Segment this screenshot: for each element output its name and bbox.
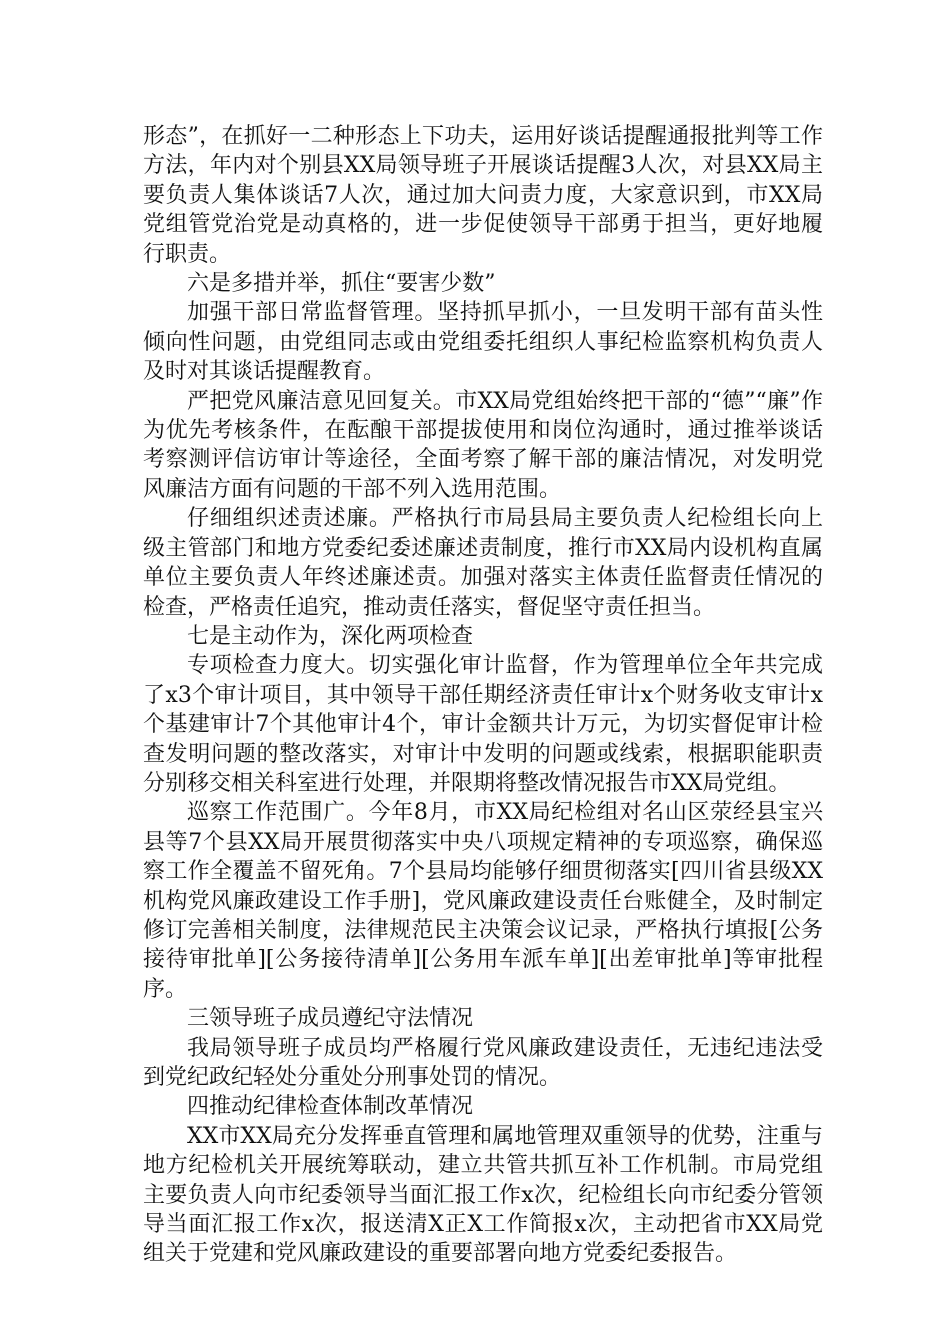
paragraph-duty-report: 仔细组织述责述廉。严格执行市局县局主要负责人纪检组长向上级主管部门和地方党委纪委述廉述责制度，推行市XX局内设机构直属单位主要负责人年终述廉述责。加强对落实主体责任监督责任情况的检查，严格责任追究，推动责任落实，督促坚守责任担当。 bbox=[143, 506, 823, 620]
heading-six-measures: 六是多措并举，抓住“要害少数” bbox=[187, 271, 496, 297]
heading-four-reform: 四推动纪律检查体制改革情况 bbox=[187, 1094, 474, 1120]
paragraph-leadership-compliance: 我局领导班子成员均严格履行党风廉政建设责任，无违纪违法受到党纪政纪轻处分重处分刑事处罚的情况。 bbox=[143, 1035, 823, 1090]
paragraph-daily-supervision: 加强干部日常监督管理。坚持抓早抓小，一旦发明干部有苗头性倾向性问题，由党组同志或由党组委托组织人事纪检监察机构负责人及时对其谈话提醒教育。 bbox=[143, 300, 823, 385]
paragraph-patrol-work: 巡察工作范围广。今年8月，市XX局纪检组对名山区荥经县宝兴县等7个县XX局开展贯彻落实中央八项规定精神的专项巡察，确保巡察工作全覆盖不留死角。7个县局均能够仔细贯彻落实[四川省县级XX机构党风廉政建设工作手册]，党风廉政建设责任台账健全，及时制定修订完善相关制度，法律规范民主决策会议记录，严格执行填报[公务接待审批单][公务接待清单][公务用车派车单][出差审批单]等审批程序。 bbox=[143, 800, 823, 1002]
paragraph-special-inspection: 专项检查力度大。切实强化审计监督，作为管理单位全年共完成了x3个审计项目，其中领导干部任期经济责任审计x个财务收支审计x个基建审计7个其他审计4个，审计金额共计万元，为切实督促审计检查发明问题的整改落实，对审计中发明的问题或线索，根据职能职责分别移交相关科室进行处理，并限期将整改情况报告市XX局党组。 bbox=[143, 653, 823, 796]
paragraph-reform-details: XX市XX局充分发挥垂直管理和属地管理双重领导的优势，注重与地方纪检机关开展统筹联动，建立共管共抓互补工作机制。市局党组主要负责人向市纪委领导当面汇报工作x次，纪检组长向市纪委分管领导当面汇报工作x次，报送清X正X工作简报x次，主动把省市XX局党组关于党建和党风廉政建设的重要部署向地方党委纪委报告。 bbox=[143, 1123, 823, 1267]
heading-three-discipline: 三领导班子成员遵纪守法情况 bbox=[187, 1006, 474, 1032]
paragraph-integrity-opinion: 严把党风廉洁意见回复关。市XX局党组始终把干部的“德”“廉”作为优先考核条件，在酝酿干部提拔使用和岗位沟通时，通过推举谈话考察测评信访审计等途径，全面考察了解干部的廉洁情况，对发明党风廉洁方面有问题的干部不列入选用范围。 bbox=[143, 388, 823, 502]
heading-seven-inspections: 七是主动作为，深化两项检查 bbox=[187, 623, 474, 649]
document-body bbox=[143, 122, 823, 1269]
paragraph-1: 形态”，在抓好一二种形态上下功夫，运用好谈话提醒通报批判等工作方法，年内对个别县XX局领导班子开展谈话提醒3人次，对县XX局主要负责人集体谈话7人次，通过加大问责力度，大家意识到，市XX局党组管党治党是动真格的，进一步促使领导干部勇于担当，更好地履行职责。 bbox=[143, 124, 823, 267]
